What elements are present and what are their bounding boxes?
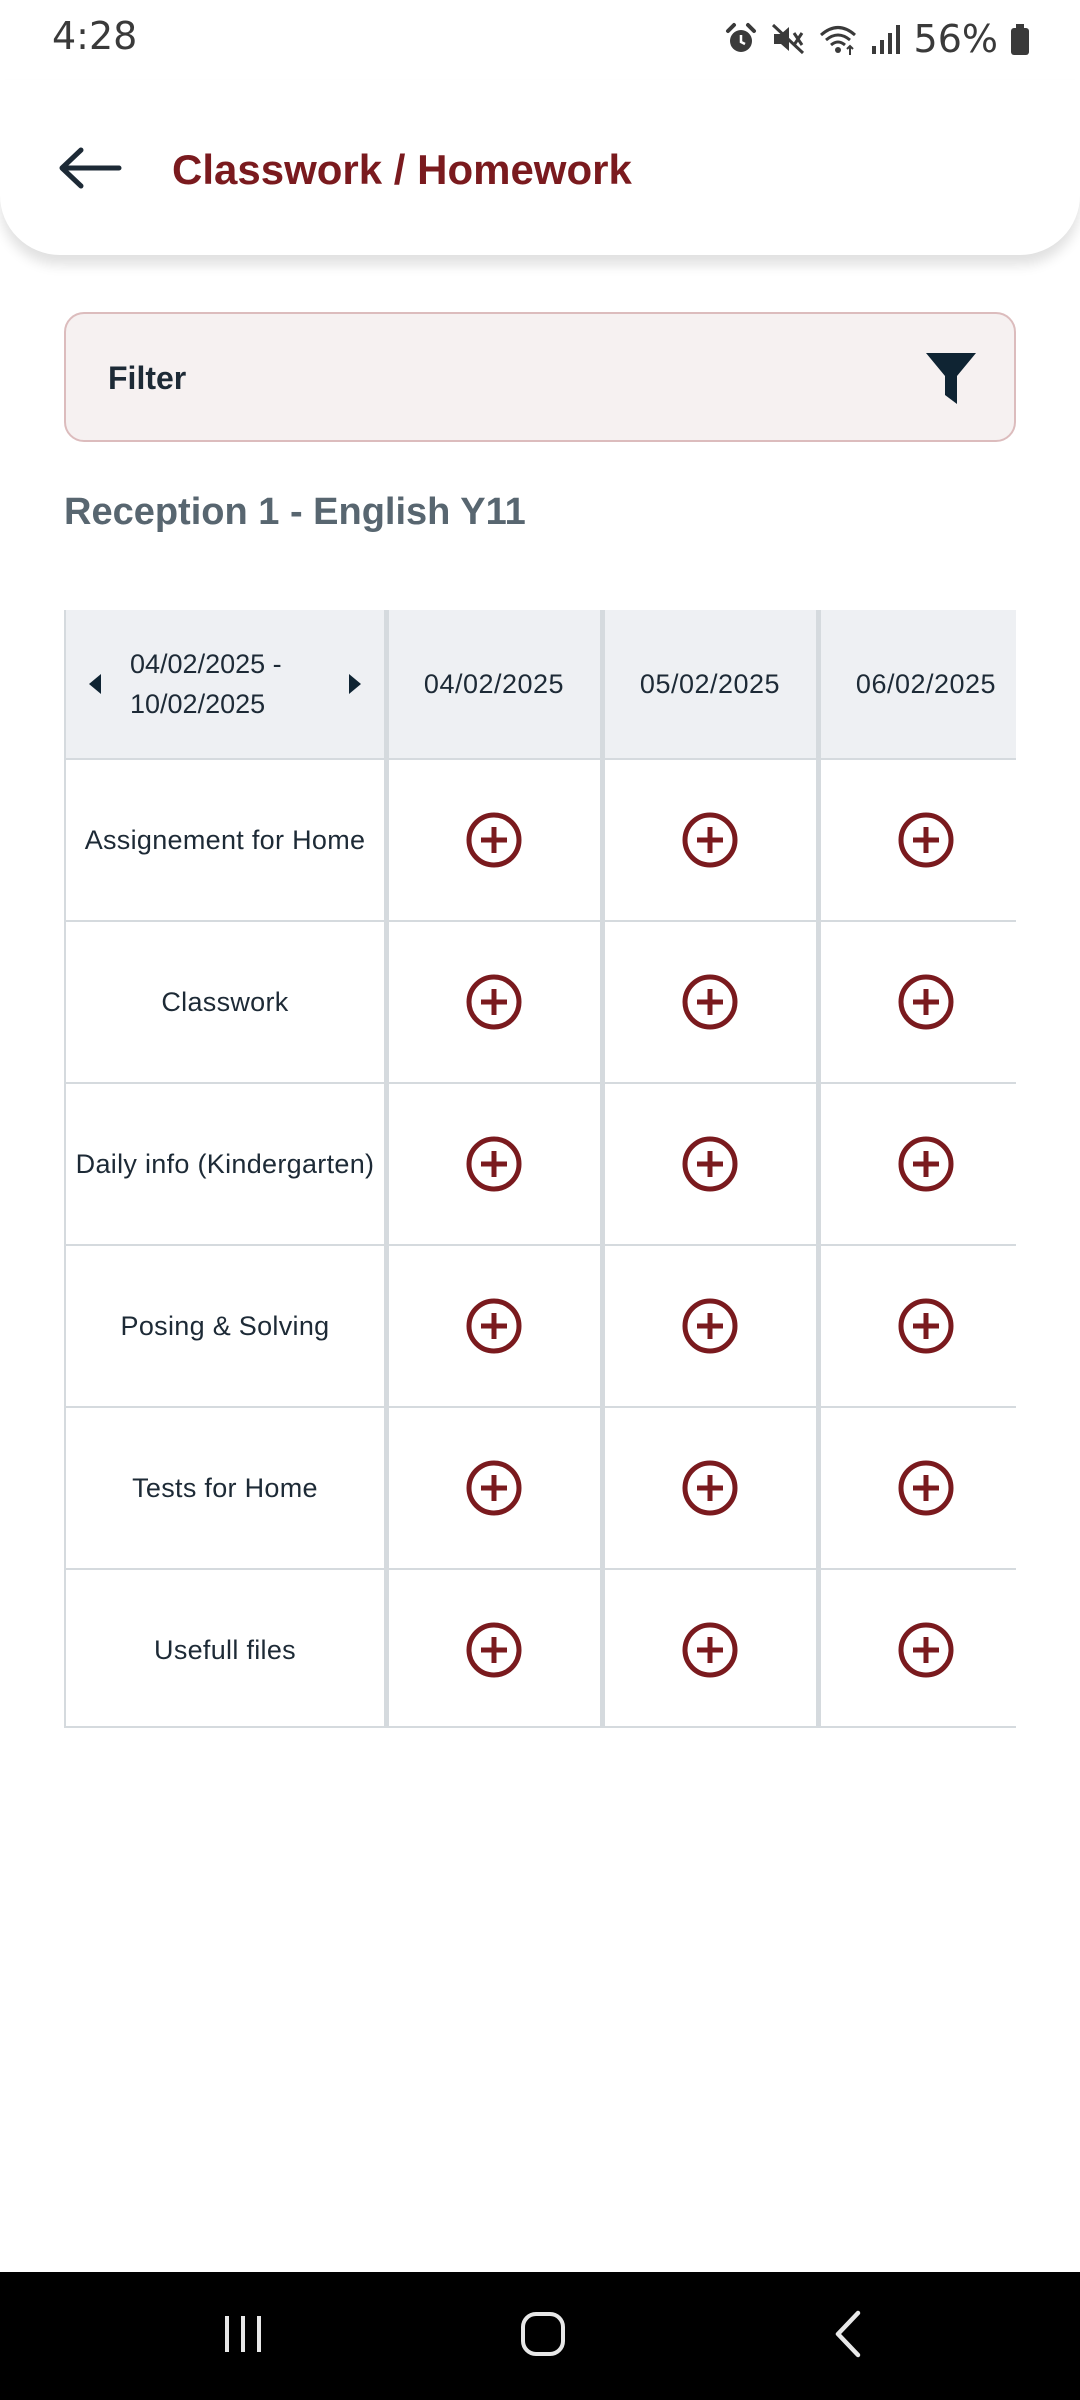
plus-circle-icon — [465, 1459, 523, 1517]
add-entry-button[interactable] — [465, 1459, 523, 1517]
section-title: Reception 1 - English Y11 — [64, 491, 526, 533]
back-icon — [833, 2310, 863, 2363]
plus-circle-icon — [681, 973, 739, 1031]
table-row — [64, 920, 1016, 1082]
date-column-header: 06/02/2025 — [855, 668, 997, 699]
plus-circle-icon — [897, 973, 955, 1031]
wifi-icon — [818, 22, 858, 56]
table-header-row — [64, 610, 1016, 758]
status-bar — [0, 0, 1080, 80]
column-divider — [816, 610, 821, 1728]
recent-apps-button[interactable] — [203, 2306, 283, 2366]
home-button[interactable] — [503, 2306, 583, 2366]
add-entry-button[interactable] — [465, 1297, 523, 1355]
date-range-label — [130, 644, 320, 724]
column-divider — [384, 610, 389, 1728]
plus-circle-icon — [681, 1297, 739, 1355]
add-entry-button[interactable] — [897, 1459, 955, 1517]
plus-circle-icon — [897, 1621, 955, 1679]
signal-icon — [870, 22, 902, 56]
plus-circle-icon — [897, 1297, 955, 1355]
add-entry-button[interactable] — [897, 1297, 955, 1355]
app-header — [0, 80, 1080, 255]
row-label: Assignement for Home — [84, 824, 366, 855]
row-label: Tests for Home — [132, 1472, 318, 1503]
plus-circle-icon — [681, 1135, 739, 1193]
status-time: 4:28 — [52, 14, 138, 58]
plus-circle-icon — [465, 1621, 523, 1679]
alarm-icon — [724, 22, 758, 56]
plus-circle-icon — [681, 1621, 739, 1679]
row-label: Usefull files — [154, 1634, 296, 1665]
plus-circle-icon — [465, 811, 523, 869]
previous-week-button[interactable] — [80, 664, 110, 704]
filter-label: Filter — [108, 360, 187, 396]
add-entry-button[interactable] — [681, 1621, 739, 1679]
add-entry-button[interactable] — [465, 973, 523, 1031]
row-label: Classwork — [161, 986, 289, 1017]
plus-circle-icon — [465, 1135, 523, 1193]
mute-icon — [770, 22, 806, 56]
battery-icon — [1010, 22, 1030, 56]
add-entry-button[interactable] — [681, 1459, 739, 1517]
add-entry-button[interactable] — [681, 1297, 739, 1355]
status-icons — [724, 14, 1030, 64]
plus-circle-icon — [465, 1297, 523, 1355]
next-week-button[interactable] — [340, 664, 370, 704]
schedule-table — [64, 610, 1016, 1728]
date-column-header: 05/02/2025 — [639, 668, 781, 699]
plus-circle-icon — [897, 811, 955, 869]
add-entry-button[interactable] — [465, 1621, 523, 1679]
battery-percent: 56% — [913, 17, 998, 61]
back-button[interactable] — [50, 140, 130, 200]
plus-circle-icon — [681, 811, 739, 869]
home-icon — [520, 2311, 566, 2362]
plus-circle-icon — [465, 973, 523, 1031]
system-back-button[interactable] — [808, 2306, 888, 2366]
date-column-header: 04/02/2025 — [423, 668, 565, 699]
page-title: Classwork / Homework — [172, 146, 632, 193]
date-range-cell — [64, 610, 386, 758]
add-entry-button[interactable] — [681, 811, 739, 869]
plus-circle-icon — [681, 1459, 739, 1517]
date-range-start: 04/02/2025 - — [130, 649, 282, 679]
table-row — [64, 1244, 1016, 1406]
recent-apps-icon — [221, 2314, 265, 2359]
filter-dropdown[interactable] — [64, 312, 1016, 442]
system-nav-bar — [0, 2272, 1080, 2400]
plus-circle-icon — [897, 1135, 955, 1193]
add-entry-button[interactable] — [897, 973, 955, 1031]
date-range-end: 10/02/2025 — [130, 689, 266, 719]
add-entry-button[interactable] — [897, 1135, 955, 1193]
column-divider — [600, 610, 605, 1728]
table-border — [64, 610, 66, 1728]
table-row — [64, 1568, 1016, 1728]
table-row — [64, 758, 1016, 920]
row-label: Daily info (Kindergarten) — [75, 1148, 375, 1179]
add-entry-button[interactable] — [681, 1135, 739, 1193]
funnel-icon — [924, 350, 978, 411]
plus-circle-icon — [897, 1459, 955, 1517]
add-entry-button[interactable] — [897, 811, 955, 869]
table-row — [64, 1406, 1016, 1568]
row-label: Posing & Solving — [120, 1310, 330, 1341]
add-entry-button[interactable] — [681, 973, 739, 1031]
arrow-left-icon — [57, 146, 123, 195]
table-border — [64, 1726, 1016, 1728]
add-entry-button[interactable] — [465, 811, 523, 869]
add-entry-button[interactable] — [897, 1621, 955, 1679]
table-row — [64, 1082, 1016, 1244]
add-entry-button[interactable] — [465, 1135, 523, 1193]
